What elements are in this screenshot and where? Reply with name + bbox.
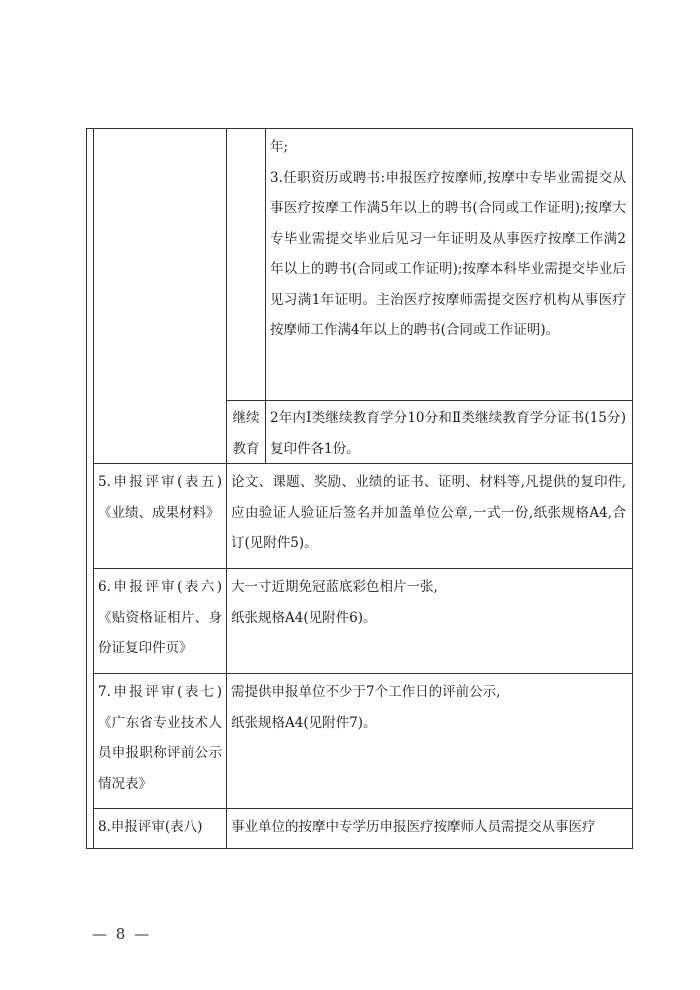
row-5-content: 论文、课题、奖励、业绩的证书、证明、材料等,凡提供的复印件,应由验证人验证后签名并加盖单位公章,一式一份,纸张规格A4,合订(见附件5)。 bbox=[231, 474, 626, 551]
row-5-label: 5.申报评审(表五)《业绩、成果材料》 bbox=[98, 474, 222, 521]
page-number: — 8 — bbox=[92, 925, 152, 943]
row-6-label: 6.申报评审(表六)《贴资格证相片、身份证复印件页》 bbox=[98, 579, 222, 656]
requirements-cell bbox=[270, 132, 626, 346]
row-7-label: 7.申报评审(表七)《广东省专业技术人员申报职称评前公示情况表》 bbox=[98, 684, 222, 792]
row-8-content: 事业单位的按摩中专学历申报医疗按摩师人员需提交从事医疗 bbox=[231, 819, 596, 835]
row-6-content: 大一寸近期免冠蓝底彩色相片一张, 纸张规格A4(见附件6)。 bbox=[231, 579, 438, 626]
row-8-label: 8.申报评审(表八) bbox=[98, 819, 203, 835]
continuing-education-label: 继续 教育 bbox=[232, 410, 260, 457]
row-7-content: 需提供申报单位不少于7个工作日的评前公示, 纸张规格A4(见附件7)。 bbox=[231, 684, 501, 731]
continuing-education-content: 2年内Ⅰ类继续教育学分10分和Ⅱ类继续教育学分证书(15分)复印件各1份。 bbox=[270, 410, 626, 457]
previous-item-tail: 年; bbox=[270, 139, 289, 155]
item-3-appointment-requirements: 3.任职资历或聘书:申报医疗按摩师,按摩中专毕业需提交从事医疗按摩工作满5年以上的聘书(合同或工作证明);按摩大专毕业需提交毕业后见习一年证明及从事医疗按摩工作满2年以上的聘书(合同或工作证明);按摩本科毕业需提交毕业后见习满1年证明。主治医疗按摩师需提交医疗机构从事医疗按摩师工作满4年以上的聘书(合同或工作证明)。 bbox=[270, 169, 626, 338]
